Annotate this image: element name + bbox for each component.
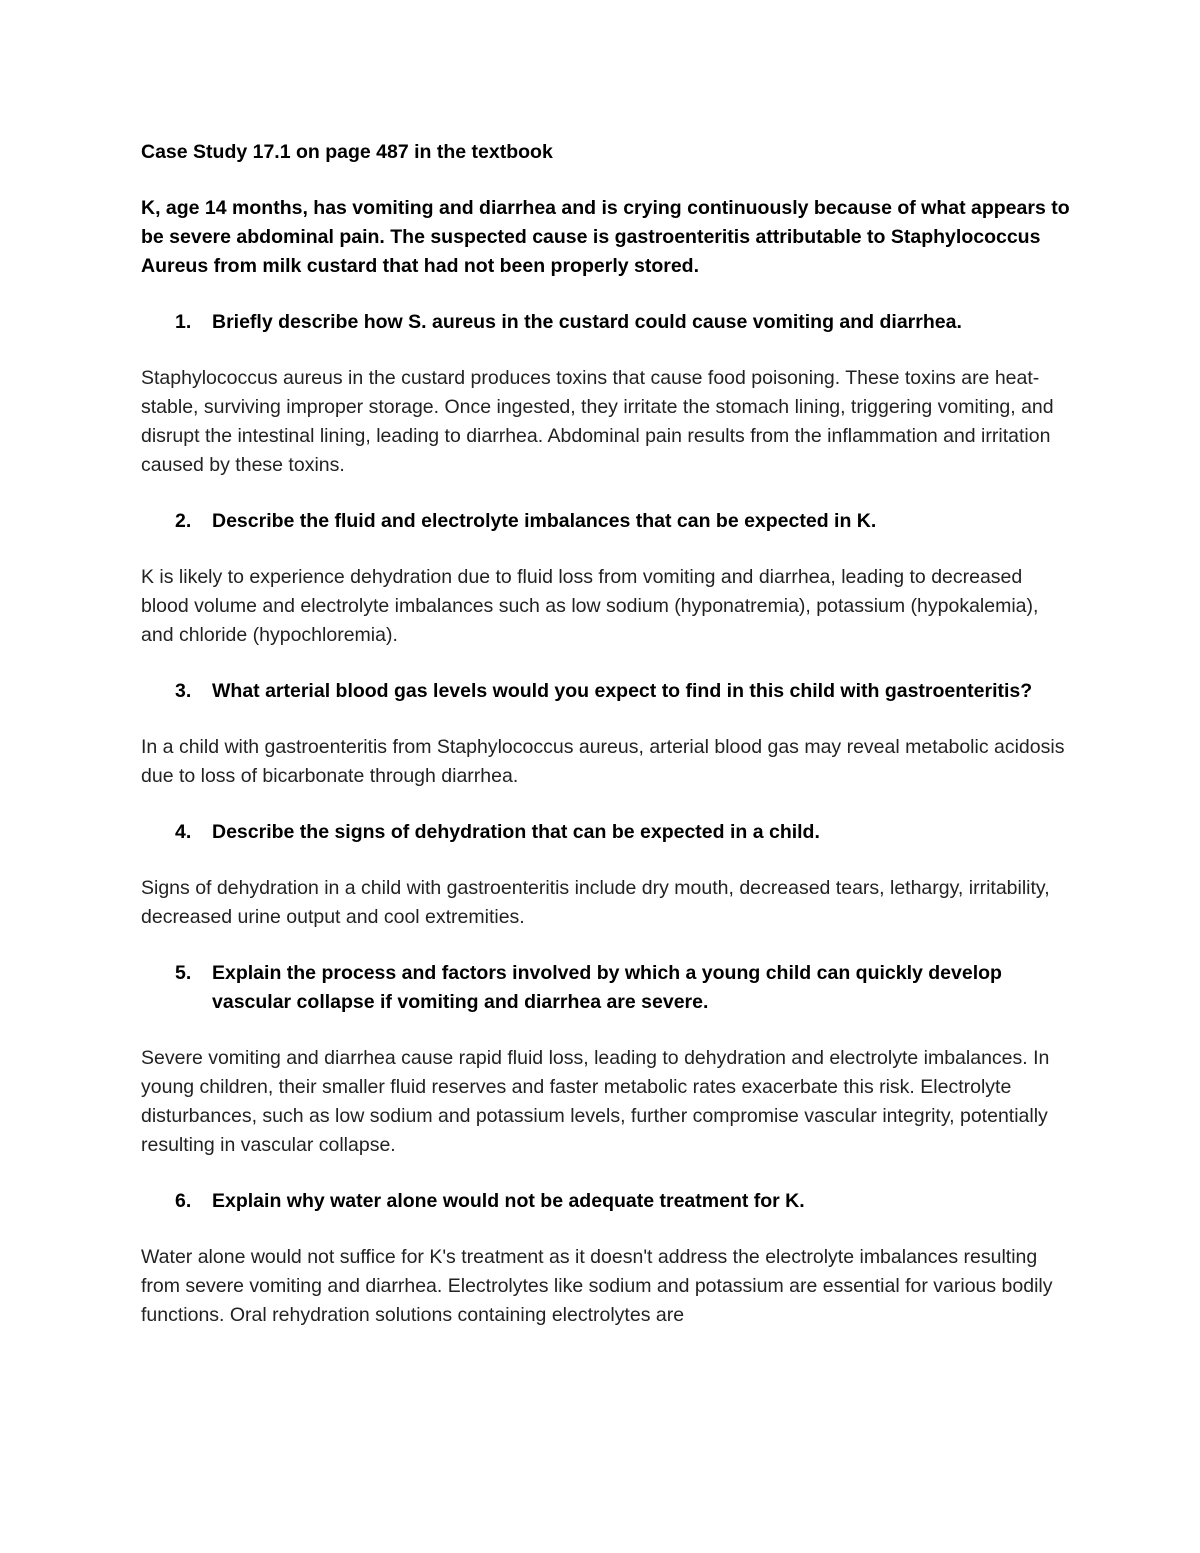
answer-2: K is likely to experience dehydration due to fluid loss from vomiting and diarrhea, leading to decreased blood volume and electrolyte imbalances such as low sodium (hyponatremia), potassium (hypokalemia), and chloride (hypochloremia). xyxy=(141,566,1039,646)
question-3 xyxy=(175,677,1071,706)
question-number: 3. xyxy=(175,680,192,702)
question-number: 6. xyxy=(175,1190,192,1212)
question-2 xyxy=(175,507,1071,536)
question-1 xyxy=(175,308,1071,337)
answer-4: Signs of dehydration in a child with gastroenteritis include dry mouth, decreased tears, lethargy, irritability, decreased urine output and cool extremities. xyxy=(141,877,1050,928)
answer-6: Water alone would not suffice for K's treatment as it doesn't address the electrolyte imbalances resulting from severe vomiting and diarrhea. Electrolytes like sodium and potassium are essential for various bodily functions. Oral rehydration solutions containing electrolytes are xyxy=(141,1246,1053,1326)
question-text: Briefly describe how S. aureus in the custard could cause vomiting and diarrhea. xyxy=(212,311,962,333)
question-number: 5. xyxy=(175,962,192,984)
answer-1: Staphylococcus aureus in the custard produces toxins that cause food poisoning. These toxins are heat-stable, surviving improper storage. Once ingested, they irritate the stomach lining, triggering vomiting, and disrupt the intestinal lining, leading to diarrhea. Abdominal pain results from the inflammation and irritation caused by these toxins. xyxy=(141,367,1054,476)
document-page xyxy=(141,138,1071,1330)
question-5 xyxy=(175,959,1071,1017)
document-title: Case Study 17.1 on page 487 in the textbook xyxy=(141,141,553,163)
question-text: Describe the fluid and electrolyte imbalances that can be expected in K. xyxy=(212,510,877,532)
question-number: 1. xyxy=(175,311,192,333)
question-4 xyxy=(175,818,1071,847)
answer-3: In a child with gastroenteritis from Staphylococcus aureus, arterial blood gas may reveal metabolic acidosis due to loss of bicarbonate through diarrhea. xyxy=(141,736,1065,787)
question-text: Describe the signs of dehydration that can be expected in a child. xyxy=(212,821,820,843)
question-text: What arterial blood gas levels would you expect to find in this child with gastroenteritis? xyxy=(212,680,1033,702)
question-number: 4. xyxy=(175,821,192,843)
question-text: Explain the process and factors involved by which a young child can quickly develop vascular collapse if vomiting and diarrhea are severe. xyxy=(212,962,1002,1013)
question-number: 2. xyxy=(175,510,192,532)
question-text: Explain why water alone would not be adequate treatment for K. xyxy=(212,1190,805,1212)
case-intro: K, age 14 months, has vomiting and diarrhea and is crying continuously because of what appears to be severe abdominal pain. The suspected cause is gastroenteritis attributable to Staphylococcus Aureus from milk custard that had not been properly stored. xyxy=(141,197,1070,277)
answer-5: Severe vomiting and diarrhea cause rapid fluid loss, leading to dehydration and electrolyte imbalances. In young children, their smaller fluid reserves and faster metabolic rates exacerbate this risk. Electrolyte disturbances, such as low sodium and potassium levels, further compromise vascular integrity, potentially resulting in vascular collapse. xyxy=(141,1047,1050,1156)
question-6 xyxy=(175,1187,1071,1216)
